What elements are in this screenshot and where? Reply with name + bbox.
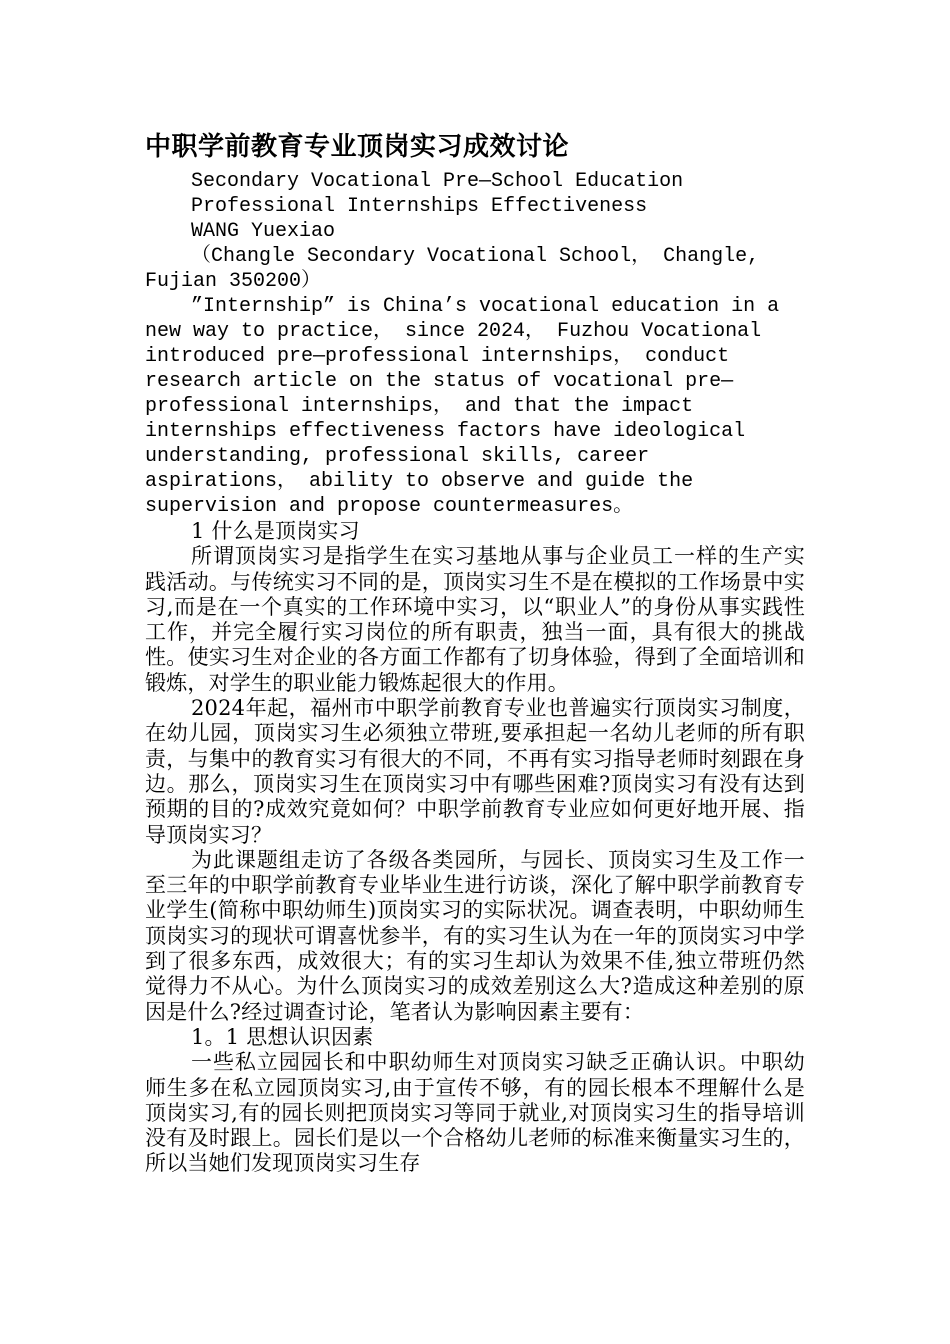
author-affiliation: （Changle Secondary Vocational School， Changle, Fujian 350200） <box>145 245 772 293</box>
document-page <box>145 130 805 1177</box>
section-heading-1: 1 什么是顶岗实习 <box>191 519 360 543</box>
body-paragraph-1: 所谓顶岗实习是指学生在实习基地从事与企业员工一样的生产实践活动。与传统实习不同的是，顶岗实习生不是在模拟的工作场景中实习,而是在一个真实的工作环境中实习，以“职业人”的身份从事实践性工作，并完全履行实习岗位的所有职责，独当一面，具有很大的挑战性。使实习生对企业的各方面工作都有了切身体验，得到了全面培训和锻炼，对学生的职业能力锻炼起很大的作用。 <box>145 544 805 695</box>
body-paragraph-3: 为此课题组走访了各级各类园所，与园长、顶岗实习生及工作一至三年的中职学前教育专业毕业生进行访谈，深化了解中职学前教育专业学生(简称中职幼师生)顶岗实习的实际状况。调查表明，中职幼师生顶岗实习的现状可谓喜忧参半，有的实习生认为在一年的顶岗实习中学到了很多东西，成效很大；有的实习生却认为效果不佳,独立带班仍然觉得力不从心。为什么顶岗实习的成效差别这么大?造成这种差别的原因是什么?经过调查讨论，笔者认为影响因素主要有： <box>145 847 805 1024</box>
english-abstract: ”Internship” is China’s vocational education in a new way to practice， since 2024， Fuzhou Vocational introduced pre—professional internships， conduct research article on the status of vocational pre—professional internships， and that the impact internships effectiveness factors have ideological understanding, professional skills, career aspirations， ability to observe and guide the supervision and propose countermeasures。 <box>145 295 792 518</box>
body-paragraph-2: 2024年起，福州市中职学前教育专业也普遍实行顶岗实习制度，在幼儿园，顶岗实习生必须独立带班,要承担起一名幼儿老师的所有职责，与集中的教育实习有很大的不同，不再有实习指导老师时刻跟在身边。那么，顶岗实习生在顶岗实习中有哪些困难?顶岗实习有没有达到预期的目的?成效究竟如何？中职学前教育专业应如何更好地开展、指导顶岗实习？ <box>145 696 805 847</box>
english-title: Secondary Vocational Pre—School Education Professional Internships Effectiveness <box>191 170 696 218</box>
document-title: 中职学前教育专业顶岗实习成效讨论 <box>145 132 570 162</box>
body-paragraph-4: 一些私立园园长和中职幼师生对顶岗实习缺乏正确认识。中职幼师生多在私立园顶岗实习,由于宣传不够，有的园长根本不理解什么是顶岗实习,有的园长则把顶岗实习等同于就业,对顶岗实习生的指导培训没有及时跟上。园长们是以一个合格幼儿老师的标准来衡量实习生的，所以当她们发现顶岗实习生存 <box>145 1050 805 1176</box>
author-name: WANG Yuexiao <box>191 220 336 243</box>
section-heading-1-1: 1。1 思想认识因素 <box>191 1024 374 1049</box>
